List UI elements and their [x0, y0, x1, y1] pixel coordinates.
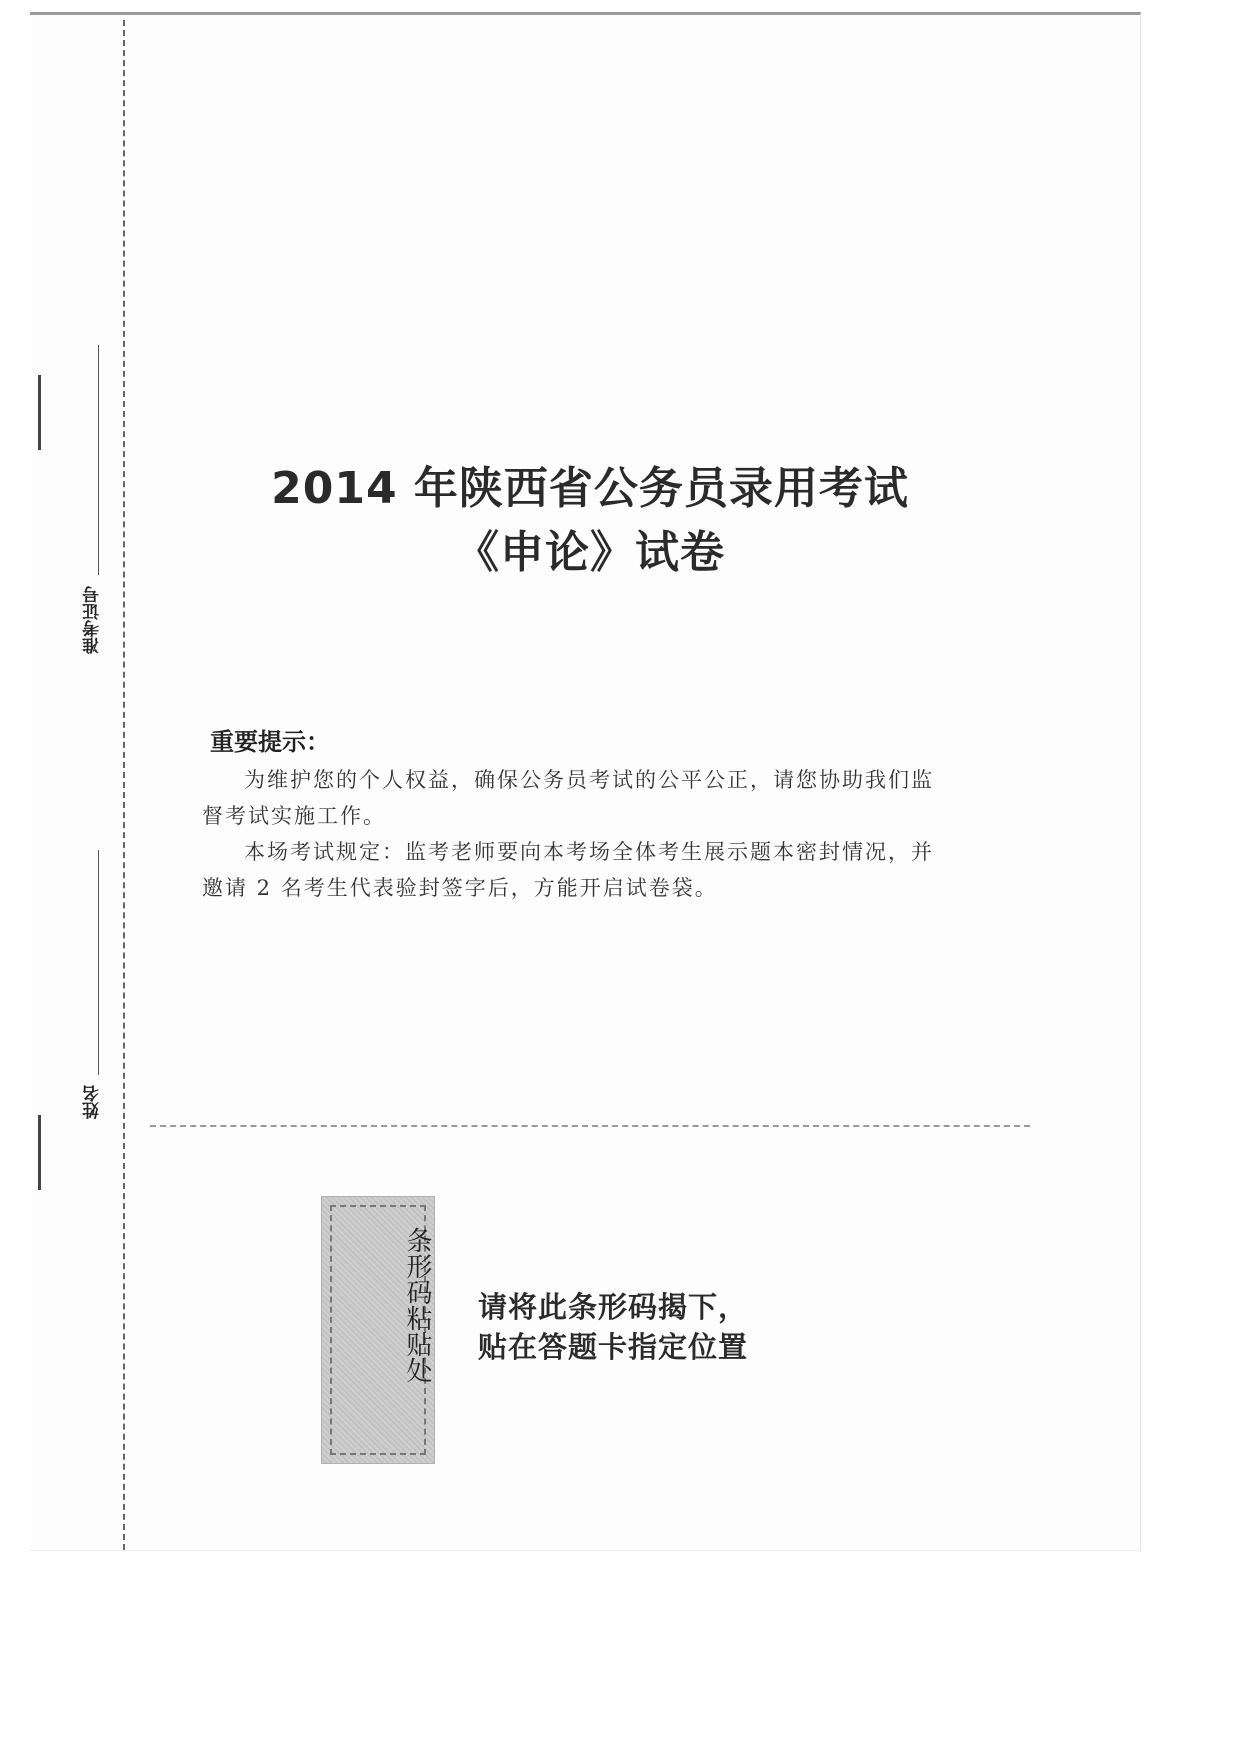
notice-p1-line1: 为维护您的个人权益，确保公务员考试的公平公正，请您协助我们监 — [244, 768, 934, 792]
barcode-instruction-line2: 贴在答题卡指定位置 — [478, 1330, 749, 1364]
barcode-area-label: 条形码粘贴处 — [402, 1227, 432, 1383]
binding-mark-bottom — [38, 1115, 41, 1190]
notice-p2-line1: 本场考试规定：监考老师要向本考场全体考生展示题本密封情况，并 — [244, 840, 934, 864]
admission-number-line — [98, 345, 99, 575]
barcode-sticker-area[interactable] — [321, 1196, 435, 1464]
notice-p2-line2: 邀请 2 名考生代表验封签字后，方能开启试卷袋。 — [202, 876, 718, 900]
notice-p1-line2: 督考试实施工作。 — [202, 804, 386, 828]
exam-title-line1: 2014 年陕西省公务员录用考试 — [271, 463, 909, 514]
binding-fold-line — [123, 20, 125, 1550]
tear-off-line — [150, 1125, 1030, 1127]
name-line — [98, 850, 99, 1075]
name-label: 姓名 — [83, 1085, 103, 1120]
admission-number-label: 准考证号 — [83, 586, 103, 654]
barcode-instruction-line1: 请将此条形码揭下， — [478, 1290, 749, 1324]
binding-mark-top — [38, 375, 41, 450]
exam-title-line2: 《申论》试卷 — [455, 527, 725, 578]
notice-heading: 重要提示： — [210, 728, 330, 756]
